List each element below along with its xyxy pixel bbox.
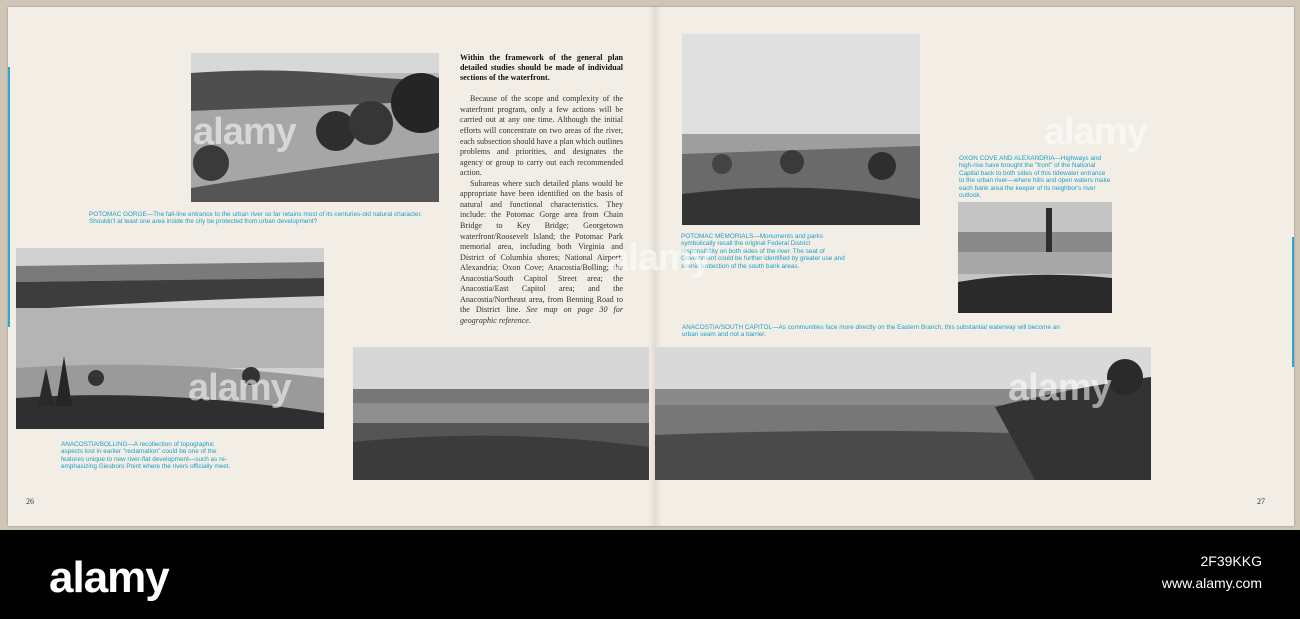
caption-anacostia-south-capitol: ANACOSTIA/SOUTH CAPITOL—As communities face more directly on the Eastern Branch, this substantial waterway will become an urban seam and not a barrier. bbox=[682, 324, 1060, 339]
alamy-logo: alamy bbox=[49, 553, 169, 602]
lead-paragraph: Within the framework of the general plan detailed studies should be made of individual sections of the waterfront. bbox=[460, 53, 623, 82]
image-id-block bbox=[1162, 550, 1262, 594]
site-url: www.alamy.com bbox=[1161, 575, 1262, 591]
watermark: alamy bbox=[193, 111, 296, 153]
image-id: 2F39KKG bbox=[1200, 553, 1262, 569]
body-paragraph-2-text: Subareas where such detailed plans would be appropriate have been identified on the basis of natural and functional characteristics. They include: the Potomac Gorge area from Chain Bridge to Key Bridge; Georgetown waterfront/Roosevelt Island; the Potomac Park memorial area, including both Virginia and District of Columbia shores; National Airport; Alexandria; Oxon Cove; Anacostia/Bolling; the Anacostia/South Capitol Street area; the Anacostia/East Capitol area; and the Anacostia/Northeast area, from Benning Road to the District line. bbox=[460, 178, 623, 315]
caption-potomac-memorials: POTOMAC MEMORIALS—Monuments and parks symbolically recall the original Federal District responsibility on both sides of the river. The seat of Government could be further identified by greater use and scenic protection of the south bank areas. bbox=[681, 233, 845, 270]
stock-footer-bar bbox=[0, 530, 1300, 619]
watermark: alamy bbox=[1044, 111, 1147, 153]
body-paragraph-2 bbox=[460, 179, 623, 327]
caption-oxon-cove: OXON COVE AND ALEXANDRIA—Highways and high-rise have brought the "front" of the National Capital back to both sides of this tidewater entrance to the urban river—where hills and open waters make each bank area the keeper of its neighbor's river outlook. bbox=[959, 155, 1111, 200]
caption-potomac-gorge: POTOMAC GORGE—The fall-line entrance to the urban river so far retains most of its centuries-old natural character. Shouldn't at least one area inside the city be protected from urban development? bbox=[89, 211, 423, 226]
watermark: alamy bbox=[188, 367, 291, 409]
page-number-right: 27 bbox=[1257, 497, 1265, 506]
photo-potomac-memorials bbox=[682, 34, 920, 225]
caption-anacostia-bolling: ANACOSTIA/BOLLING—A recollection of topographic aspects lost in earlier "reclamation" could be one of the features unique to new river-flat development—such as re-emphasizing Giesboro Point where the rivers officially meet. bbox=[61, 441, 231, 471]
map-reference-note: See map on page 30 for geographic reference. bbox=[460, 305, 623, 325]
left-page-edge-marker bbox=[8, 67, 10, 327]
right-page-edge-marker bbox=[1292, 237, 1294, 367]
photo-panorama-left bbox=[353, 347, 649, 480]
watermark: alamy bbox=[1008, 367, 1111, 409]
watermark: alamy bbox=[608, 237, 711, 279]
article-body bbox=[460, 53, 623, 326]
page-number-left: 26 bbox=[26, 497, 34, 506]
body-paragraph-1: Because of the scope and complexity of the waterfront program, only a few actions will be carried out at any one time. Although the initial efforts will concentrate on two areas of the river, each subsection should have a plan which outlines problems and priorities, and designates the agency or group to carry out each recommended action. bbox=[460, 94, 623, 178]
photo-oxon-cove bbox=[958, 202, 1112, 313]
book-spread bbox=[8, 7, 1294, 526]
